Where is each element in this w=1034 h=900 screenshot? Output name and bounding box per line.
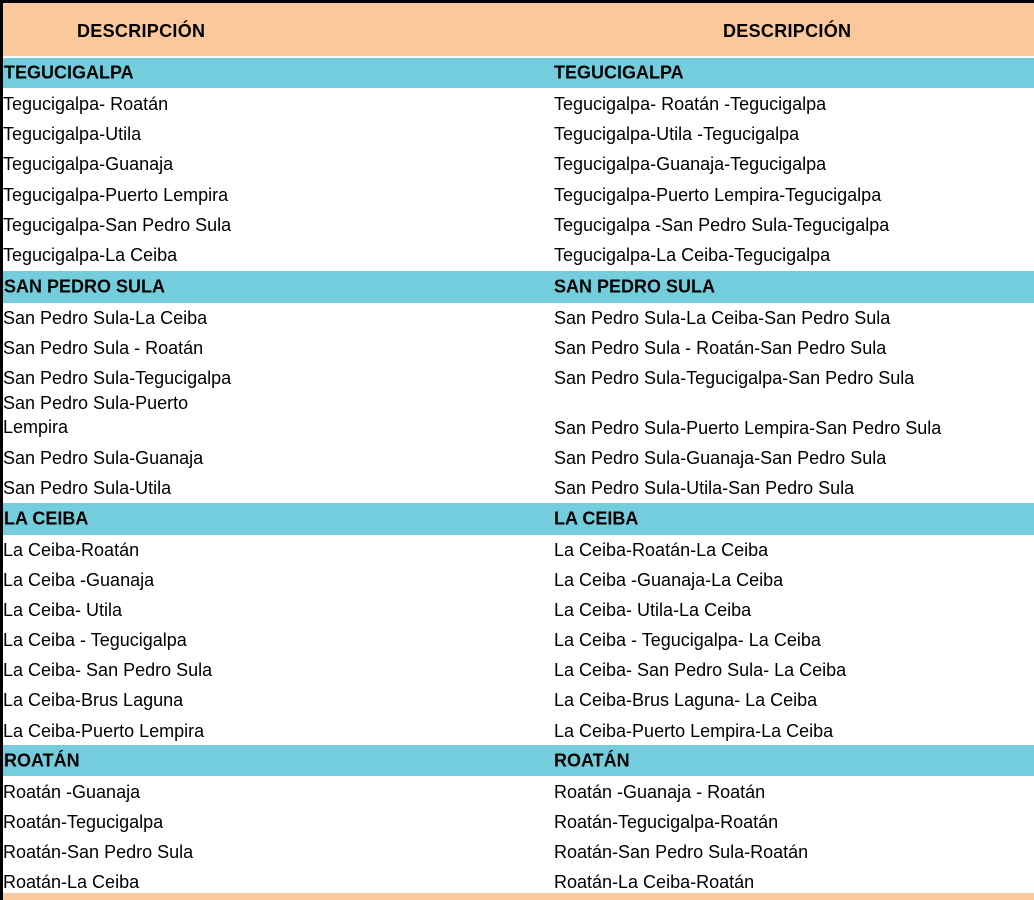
- route-one-way: La Ceiba- Utila: [3, 600, 123, 620]
- header-description-right: DESCRIPCIÓN: [723, 21, 852, 41]
- route-round-trip: Tegucigalpa-Puerto Lempira-Tegucigalpa: [554, 185, 882, 205]
- section-label-left: LA CEIBA: [4, 508, 89, 529]
- route-one-way: La Ceiba-Puerto Lempira: [3, 721, 205, 741]
- route-one-way: Roatán-San Pedro Sula: [3, 842, 194, 862]
- route-round-trip: La Ceiba-Roatán-La Ceiba: [554, 540, 769, 560]
- route-round-trip: La Ceiba - Tegucigalpa- La Ceiba: [554, 630, 821, 650]
- section-label-right: SAN PEDRO SULA: [554, 276, 716, 297]
- route-round-trip: Roatán -Guanaja - Roatán: [554, 782, 766, 802]
- route-one-way: Tegucigalpa-La Ceiba: [3, 245, 178, 265]
- table-footer-band: [3, 893, 1034, 900]
- section-label-right: ROATÁN: [554, 750, 630, 770]
- route-round-trip: Roatán-La Ceiba-Roatán: [554, 872, 755, 892]
- section-label-right: LA CEIBA: [554, 508, 639, 529]
- section-label-left: ROATÁN: [4, 750, 80, 770]
- route-one-way: Tegucigalpa-Puerto Lempira: [3, 185, 229, 205]
- route-round-trip: San Pedro Sula-Utila-San Pedro Sula: [554, 478, 855, 498]
- section-header-san-pedro-sula: [3, 271, 1034, 303]
- route-round-trip: Tegucigalpa- Roatán -Tegucigalpa: [554, 94, 827, 114]
- section-label-right: TEGUCIGALPA: [554, 62, 684, 83]
- route-round-trip: San Pedro Sula-La Ceiba-San Pedro Sula: [554, 308, 891, 328]
- route-round-trip: Roatán-San Pedro Sula-Roatán: [554, 842, 809, 862]
- section-label-left: TEGUCIGALPA: [4, 62, 134, 83]
- route-round-trip: San Pedro Sula-Guanaja-San Pedro Sula: [554, 448, 887, 468]
- route-round-trip: Tegucigalpa-Guanaja-Tegucigalpa: [554, 154, 827, 174]
- route-one-way: Tegucigalpa-Guanaja: [3, 154, 174, 174]
- route-one-way: La Ceiba -Guanaja: [3, 570, 155, 590]
- route-round-trip: La Ceiba- San Pedro Sula- La Ceiba: [554, 660, 847, 680]
- table-header: [3, 3, 1034, 56]
- route-round-trip: La Ceiba -Guanaja-La Ceiba: [554, 570, 784, 590]
- route-one-way: Roatán -Guanaja: [3, 782, 141, 802]
- section-header-tegucigalpa: [3, 58, 1034, 88]
- route-one-way: San Pedro Sula-Utila: [3, 478, 172, 498]
- section-label-left: SAN PEDRO SULA: [4, 276, 166, 297]
- table-left-border: [0, 0, 3, 900]
- route-one-way: San Pedro Sula-Puerto Lempira: [3, 393, 189, 437]
- route-round-trip: La Ceiba- Utila-La Ceiba: [554, 600, 752, 620]
- route-round-trip: La Ceiba-Brus Laguna- La Ceiba: [554, 690, 818, 710]
- route-one-way: Tegucigalpa- Roatán: [3, 94, 169, 114]
- route-round-trip: San Pedro Sula - Roatán-San Pedro Sula: [554, 338, 887, 358]
- route-one-way: San Pedro Sula-La Ceiba: [3, 308, 208, 328]
- route-one-way: La Ceiba-Roatán: [3, 540, 140, 560]
- route-one-way: Roatán-Tegucigalpa: [3, 812, 164, 832]
- section-header-la-ceiba: [3, 503, 1034, 535]
- route-round-trip: San Pedro Sula-Puerto Lempira-San Pedro Sula: [554, 418, 942, 438]
- header-description-left: DESCRIPCIÓN: [77, 21, 206, 41]
- route-one-way: San Pedro Sula - Roatán: [3, 338, 204, 358]
- route-one-way: San Pedro Sula-Guanaja: [3, 448, 204, 468]
- route-one-way: Roatán-La Ceiba: [3, 872, 140, 892]
- route-one-way: La Ceiba-Brus Laguna: [3, 690, 184, 710]
- route-round-trip: La Ceiba-Puerto Lempira-La Ceiba: [554, 721, 834, 741]
- route-one-way: Tegucigalpa-San Pedro Sula: [3, 215, 232, 235]
- route-round-trip: Roatán-Tegucigalpa-Roatán: [554, 812, 779, 832]
- route-one-way: San Pedro Sula-Tegucigalpa: [3, 368, 232, 388]
- route-round-trip: Tegucigalpa-La Ceiba-Tegucigalpa: [554, 245, 831, 265]
- table-top-border: [0, 0, 1034, 3]
- section-header-roatan: [3, 745, 1034, 776]
- route-one-way: La Ceiba- San Pedro Sula: [3, 660, 213, 680]
- route-round-trip: Tegucigalpa -San Pedro Sula-Tegucigalpa: [554, 215, 890, 235]
- route-round-trip: Tegucigalpa-Utila -Tegucigalpa: [554, 124, 800, 144]
- route-round-trip: San Pedro Sula-Tegucigalpa-San Pedro Sula: [554, 368, 915, 388]
- route-one-way: La Ceiba - Tegucigalpa: [3, 630, 187, 650]
- route-one-way: Tegucigalpa-Utila: [3, 124, 142, 144]
